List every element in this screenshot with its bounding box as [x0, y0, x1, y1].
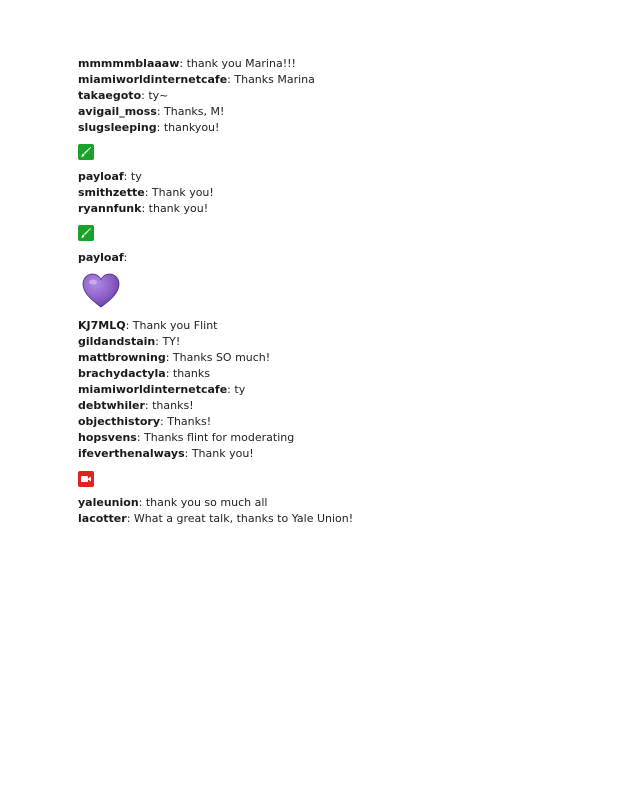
- chat-message: [78, 334, 598, 350]
- chat-username: yaleunion: [78, 496, 139, 509]
- chat-message: [78, 201, 598, 217]
- chat-username: KJ7MLQ: [78, 319, 126, 332]
- chat-text: : Thank you!: [184, 447, 254, 460]
- chat-username: mattbrowning: [78, 351, 166, 364]
- chat-message: [78, 446, 598, 462]
- chat-message: [78, 56, 598, 72]
- chat-username: avigail_moss: [78, 105, 157, 118]
- chat-username: hopsvens: [78, 431, 137, 444]
- chat-message: [78, 398, 598, 414]
- chat-message: [78, 250, 598, 266]
- chat-username: takaegoto: [78, 89, 142, 102]
- chat-username: payloaf: [78, 170, 124, 183]
- chat-message: [78, 72, 598, 88]
- chat-username: smithzette: [78, 186, 145, 199]
- chat-text: : Thanks Marina: [227, 73, 315, 86]
- chat-text: : TY!: [155, 335, 181, 348]
- chat-emote: [78, 462, 598, 495]
- chat-text: : thank you so much all: [138, 496, 268, 509]
- chat-emote: [78, 136, 598, 169]
- chat-text: : Thanks!: [160, 415, 212, 428]
- chat-message: [78, 120, 598, 136]
- chat-message: [78, 318, 598, 334]
- chat-username: brachydactyla: [78, 367, 166, 380]
- chat-username: ifeverthenalways: [78, 447, 185, 460]
- chat-username: miamiworldinternetcafe: [78, 73, 228, 86]
- chat-text: : Thanks SO much!: [165, 351, 271, 364]
- chat-text: :: [123, 251, 128, 264]
- chat-text: : ty: [123, 170, 142, 183]
- chat-message: [78, 382, 598, 398]
- chat-text: : ty~: [141, 89, 169, 102]
- chat-text: : Thanks, M!: [156, 105, 225, 118]
- chat-message: [78, 511, 598, 527]
- chat-message: [78, 104, 598, 120]
- chat-emote: [78, 217, 598, 250]
- chat-message: [78, 430, 598, 446]
- chat-text: : Thanks flint for moderating: [136, 431, 295, 444]
- chat-username: mmmmmblaaaw: [78, 57, 180, 70]
- chat-text: : thanks: [165, 367, 210, 380]
- chat-emote: [78, 266, 598, 318]
- chat-message: [78, 169, 598, 185]
- chat-text: : thanks!: [144, 399, 194, 412]
- chat-username: payloaf: [78, 251, 124, 264]
- chat-log: [78, 56, 598, 527]
- chat-text: : thankyou!: [156, 121, 220, 134]
- chat-username: miamiworldinternetcafe: [78, 383, 228, 396]
- chat-username: debtwhiler: [78, 399, 145, 412]
- purple-heart-icon: [82, 273, 120, 312]
- chat-message: [78, 185, 598, 201]
- chat-username: gildandstain: [78, 335, 156, 348]
- chat-username: lacotter: [78, 512, 127, 525]
- chat-message: [78, 366, 598, 382]
- chat-username: objecthistory: [78, 415, 161, 428]
- chat-text: : What a great talk, thanks to Yale Union!: [126, 512, 354, 525]
- chat-text: : thank you Marina!!!: [179, 57, 296, 70]
- chat-message: [78, 495, 598, 511]
- chat-text: : Thank you!: [144, 186, 214, 199]
- red-video-camera-icon: [78, 471, 94, 487]
- chat-text: : Thank you Flint: [125, 319, 218, 332]
- chat-message: [78, 350, 598, 366]
- green-brush-icon: [78, 225, 94, 242]
- chat-message: [78, 414, 598, 430]
- chat-text: : thank you!: [141, 202, 209, 215]
- chat-username: ryannfunk: [78, 202, 142, 215]
- chat-username: slugsleeping: [78, 121, 157, 134]
- chat-message: [78, 88, 598, 104]
- chat-text: : ty: [227, 383, 246, 396]
- green-brush-icon: [78, 144, 94, 161]
